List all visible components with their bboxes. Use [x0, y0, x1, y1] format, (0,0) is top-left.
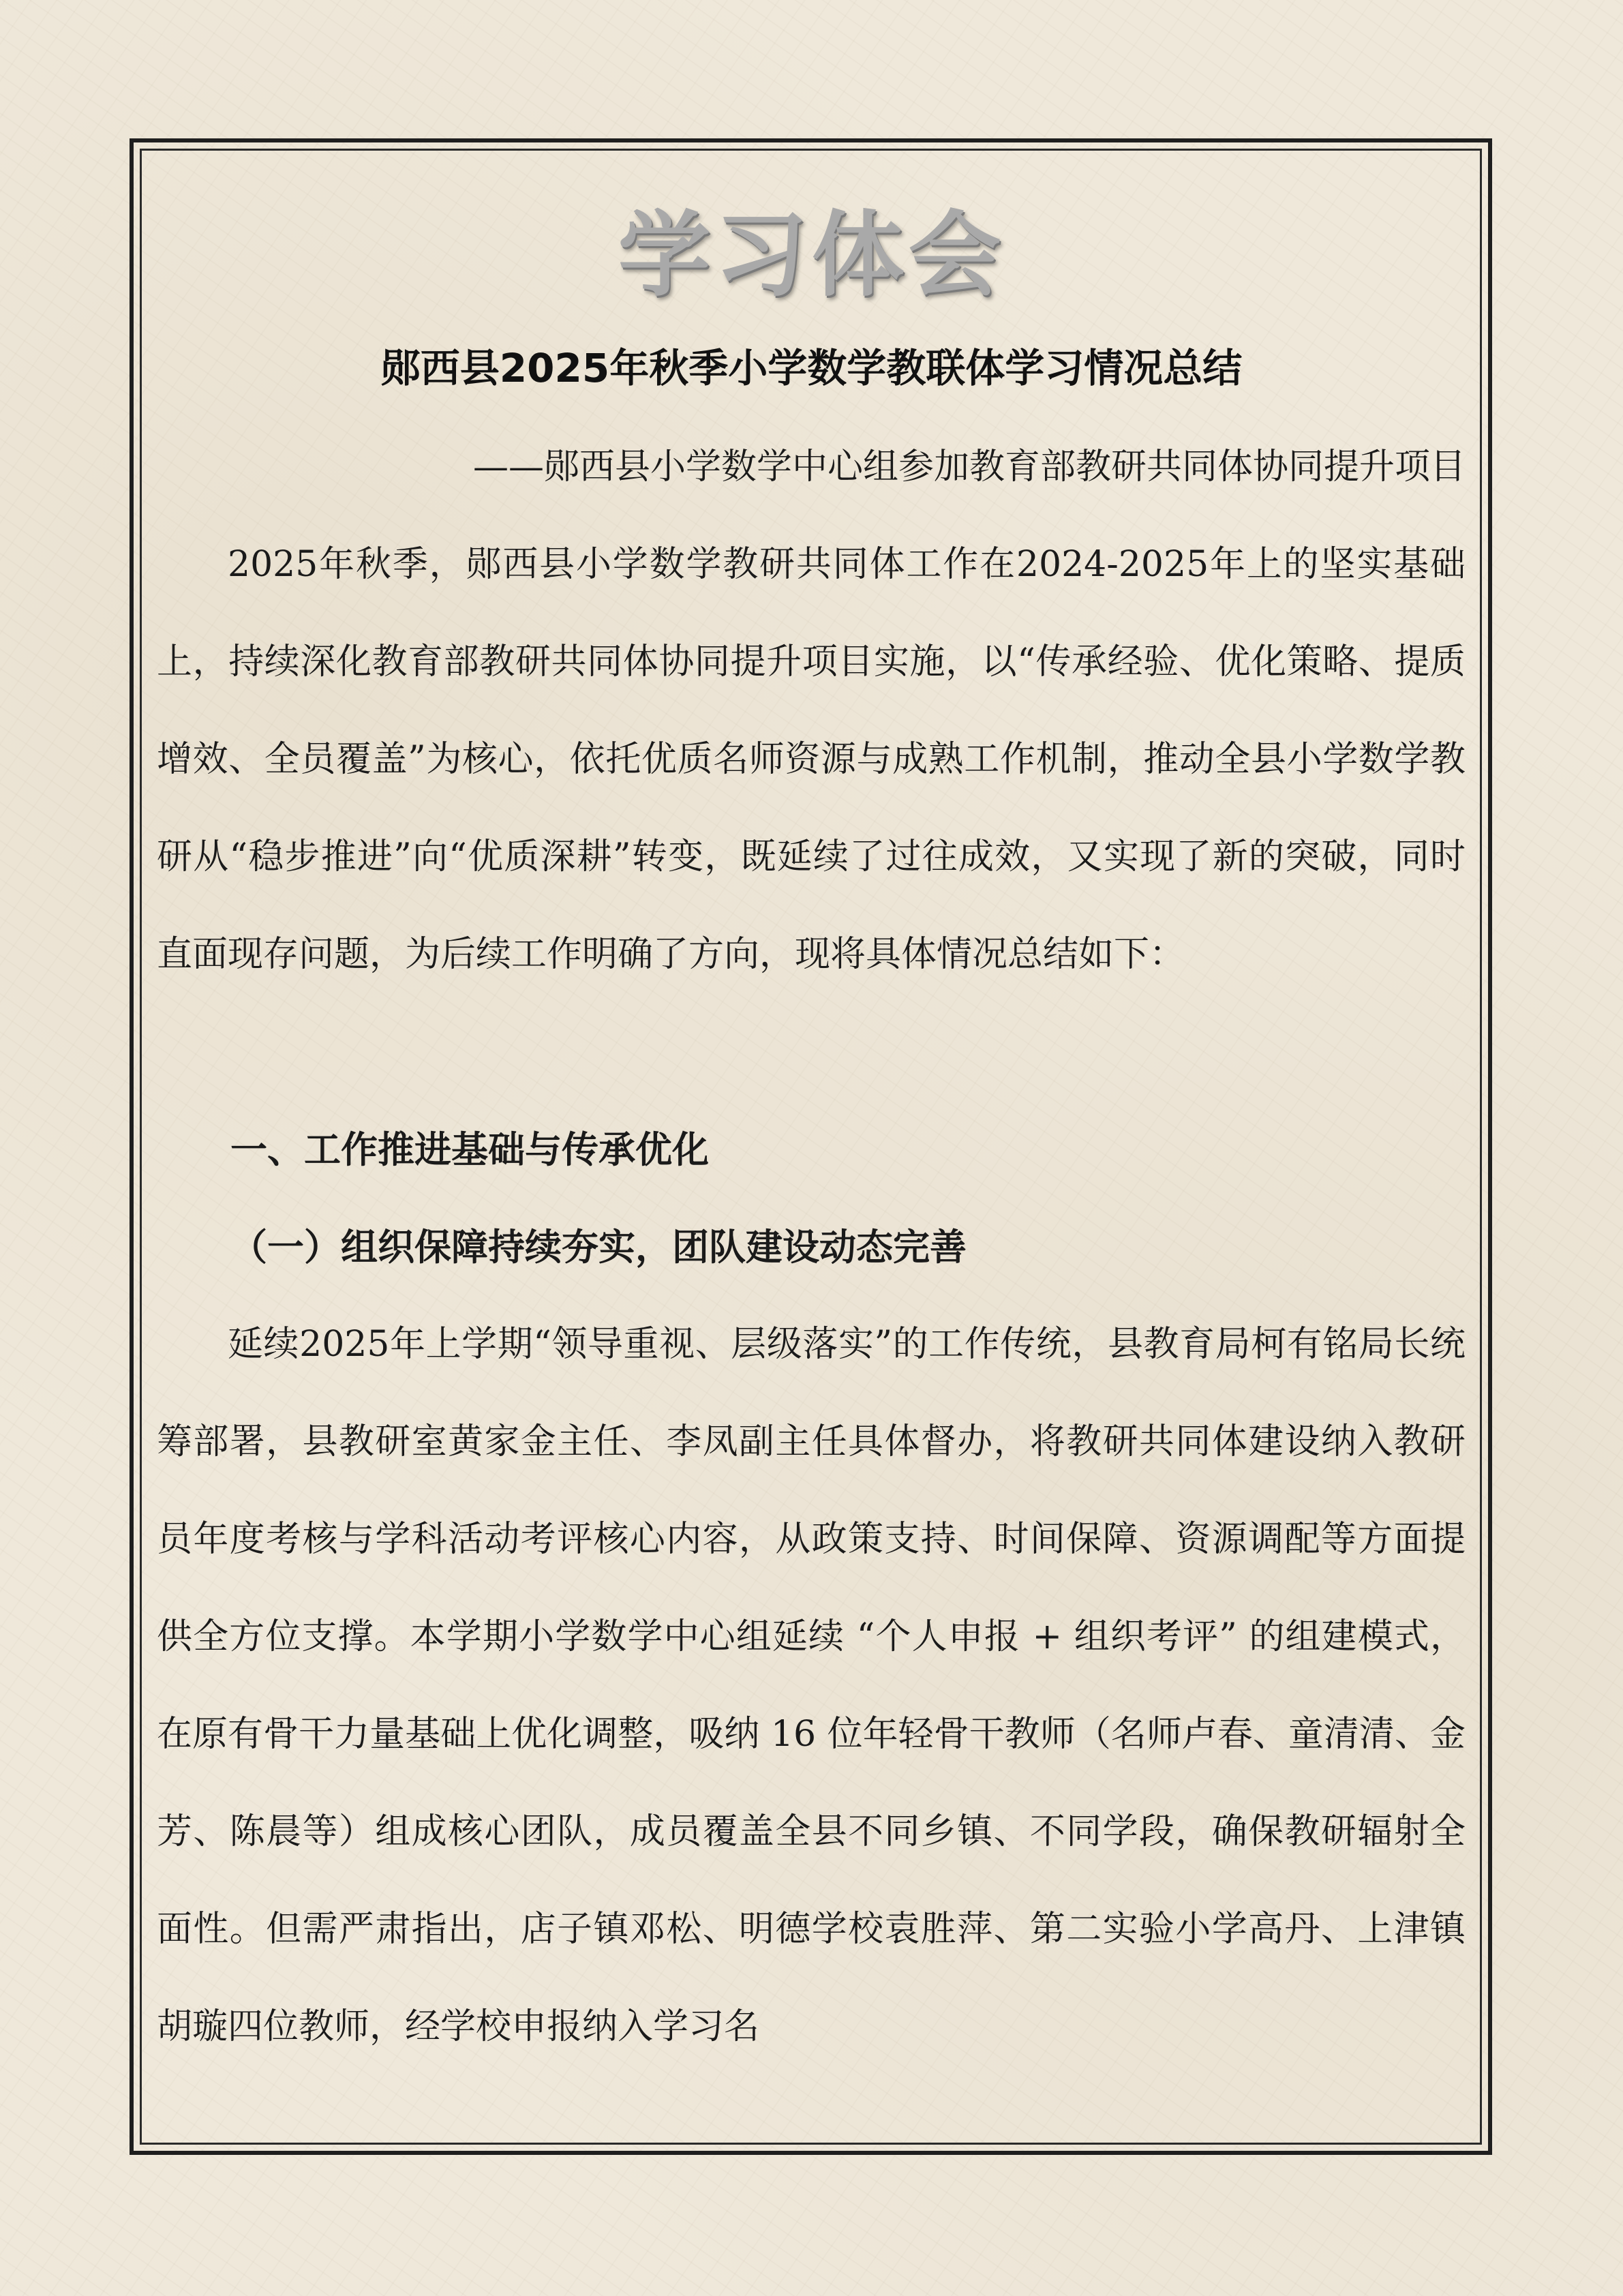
- section-heading-1: 一、工作推进基础与传承优化: [230, 1128, 709, 1171]
- document-title: 学习体会: [618, 202, 1005, 309]
- intro-paragraph: 2025年秋季，郧西县小学数学教研共同体工作在2024-2025年上的坚实基础上，持续深化教育部教研共同体协同提升项目实施，以“传承经验、优化策略、提质增效、全员覆盖”为核心，依托优质名师资源与成熟工作机制，推动全县小学数学教研从“稳步推进”向“优质深耕”转变，既延续了过往成效，又实现了新的突破，同时直面现存问题，为后续工作明确了方向，现将具体情况总结如下：: [157, 544, 1466, 975]
- sub-heading-1-1: （一）组织保障持续夯实，团队建设动态完善: [230, 1226, 967, 1269]
- document-subtitle: 郧西县2025年秋季小学数学教联体学习情况总结: [380, 345, 1243, 391]
- section-1-1-paragraph: 延续2025年上学期“领导重视、层级落实”的工作传统，县教育局柯有铭局长统筹部署，县教研室黄家金主任、李凤副主任具体督办，将教研共同体建设纳入教研员年度考核与学科活动考评核心内容，从政策支持、时间保障、资源调配等方面提供全方位支撑。本学期小学数学中心组延续 “个人申报 + 组织考评” 的组建模式，在原有骨干力量基础上优化调整，吸纳 16 位年轻骨干教师（名师卢春、童清清、金芳、陈晨等）组成核心团队，成员覆盖全县不同乡镇、不同学段，确保教研辐射全面性。但需严肃指出，店子镇邓松、明德学校袁胜萍、第二实验小学高丹、上津镇胡璇四位教师，经学校申报纳入学习名: [157, 1324, 1466, 2047]
- document-sub-heading: ——郧西县小学数学中心组参加教育部教研共同体协同提升项目: [472, 447, 1466, 487]
